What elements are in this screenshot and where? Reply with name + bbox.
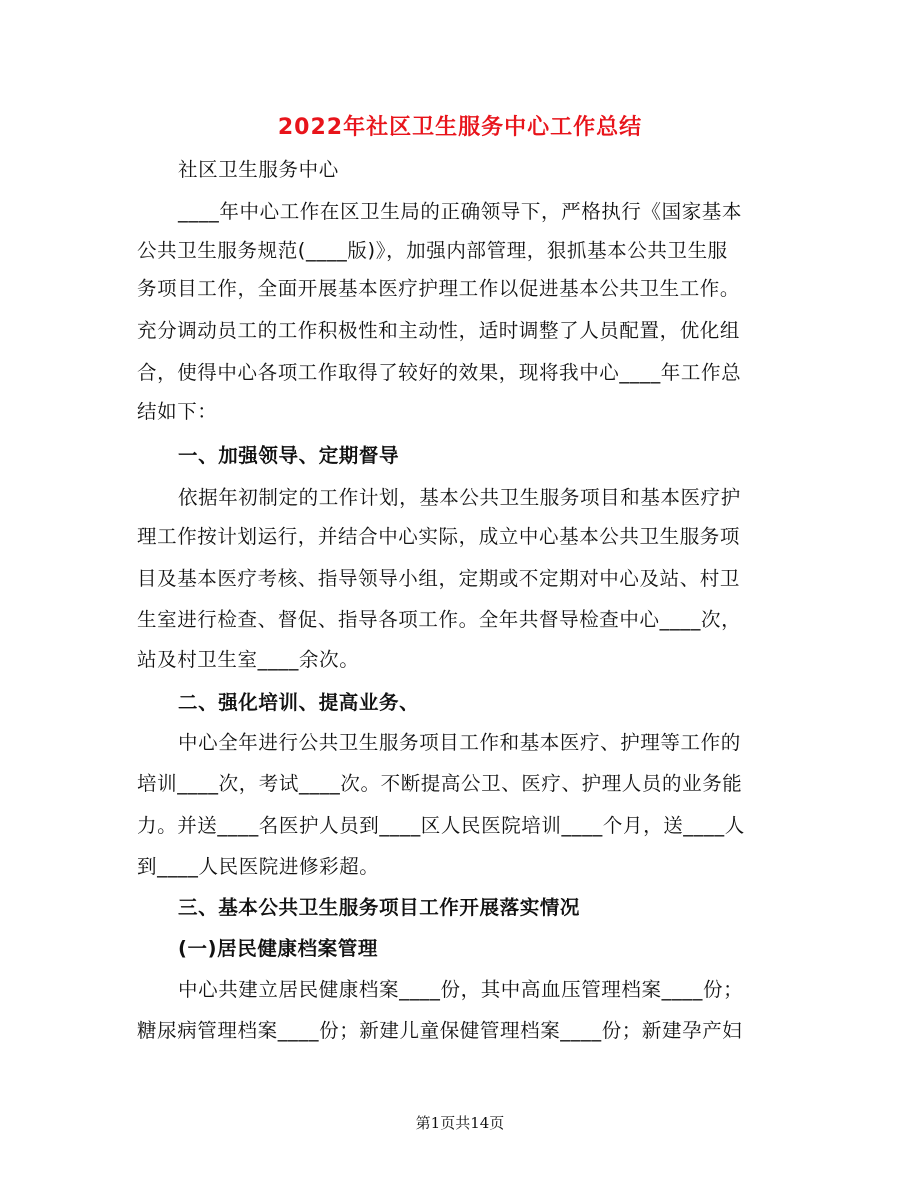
paragraph-line: 培训____次，考试____次。不断提高公卫、医疗、护理人员的业务能 (137, 772, 743, 795)
page-number-footer: 第1页共14页 (415, 1114, 505, 1132)
section-heading: 二、强化培训、提高业务、 (178, 691, 420, 714)
section-heading: 三、基本公共卫生服务项目工作开展落实情况 (178, 896, 581, 919)
paragraph-line: 结如下： (137, 400, 218, 423)
paragraph-line: 公共卫生服务规范(____版)》，加强内部管理，狠抓基本公共卫生服 (137, 239, 728, 262)
document-title: 2022年社区卫生服务中心工作总结 (277, 115, 643, 140)
paragraph-line: ____年中心工作在区卫生局的正确领导下，严格执行《国家基本 (178, 200, 743, 223)
paragraph-line: 务项目工作，全面开展基本医疗护理工作以促进基本公共卫生工作。 (137, 277, 741, 300)
paragraph-line: 目及基本医疗考核、指导领导小组，定期或不定期对中心及站、村卫 (137, 567, 741, 590)
paragraph-line: 充分调动员工的工作积极性和主动性，适时调整了人员配置，优化组 (137, 319, 741, 342)
paragraph-line: 力。并送____名医护人员到____区人民医院培训____个月，送____人 (137, 814, 745, 837)
paragraph-line: 中心共建立居民健康档案____份，其中高血压管理档案____份； (178, 978, 744, 1001)
subsection-heading: (一)居民健康档案管理 (178, 937, 378, 960)
paragraph-line: 社区卫生服务中心 (178, 158, 339, 181)
paragraph-line: 中心全年进行公共卫生服务项目工作和基本医疗、护理等工作的 (178, 731, 741, 754)
paragraph-line: 到____人民医院进修彩超。 (137, 855, 380, 878)
paragraph-line: 合，使得中心各项工作取得了较好的效果，现将我中心____年工作总 (137, 361, 742, 384)
paragraph-line: 理工作按计划运行，并结合中心实际，成立中心基本公共卫生服务项 (137, 525, 741, 548)
paragraph-line: 依据年初制定的工作计划，基本公共卫生服务项目和基本医疗护 (178, 486, 741, 509)
paragraph-line: 站及村卫生室____余次。 (137, 648, 360, 671)
section-heading: 一、加强领导、定期督导 (178, 444, 400, 467)
paragraph-line: 生室进行检查、督促、指导各项工作。全年共督导检查中心____次， (137, 608, 742, 631)
paragraph-line: 糖尿病管理档案____份；新建儿童保健管理档案____份；新建孕产妇 (137, 1019, 743, 1042)
